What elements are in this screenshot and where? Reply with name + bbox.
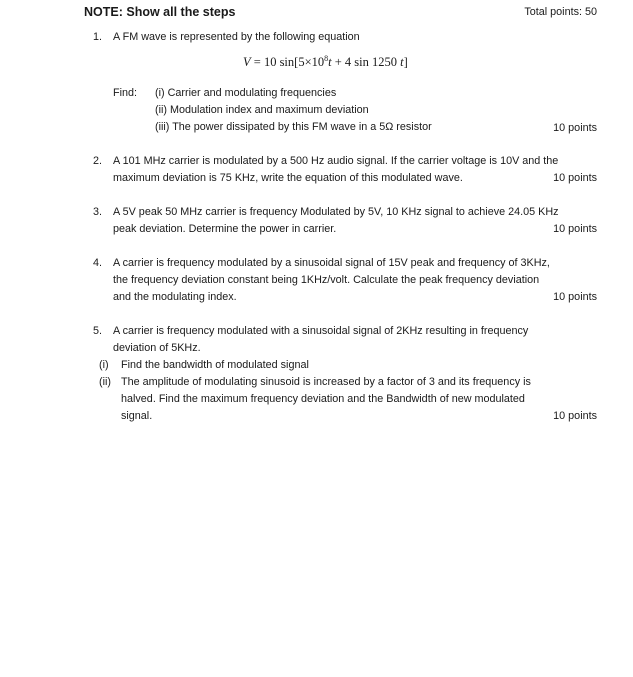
question-number: 4.	[93, 257, 103, 269]
question-text: the frequency deviation constant being 1KHz/volt. Calculate the peak frequency deviation	[113, 274, 540, 286]
question-number: 2.	[93, 155, 103, 167]
sub-question-number: (ii)	[99, 376, 111, 388]
question-text: A 101 MHz carrier is modulated by a 500 Hz audio signal. If the carrier voltage is 10V and the	[113, 155, 559, 167]
question-number: 5.	[93, 325, 103, 337]
equation-part: ]	[403, 55, 408, 70]
page-title: NOTE: Show all the steps	[84, 5, 236, 19]
question-points: 10 points	[553, 172, 597, 184]
question-text: A carrier is frequency modulated with a sinusoidal signal of 2KHz resulting in frequency	[113, 325, 529, 337]
equation-part: + 4 sin 1250	[331, 55, 401, 70]
equation-var-v: V	[243, 55, 251, 70]
question-text: A 5V peak 50 MHz carrier is frequency Modulated by 5V, 10 KHz signal to achieve 24.05 KHz	[113, 206, 559, 218]
sub-question-text: The amplitude of modulating sinusoid is increased by a factor of 3 and its frequency is	[121, 376, 531, 388]
question-points: 10 points	[553, 410, 597, 422]
find-label: Find:	[113, 87, 138, 99]
find-item: (ii) Modulation index and maximum deviation	[155, 104, 369, 116]
total-points: Total points: 50	[524, 6, 597, 18]
equation-part: = 10 sin[5×10	[250, 55, 325, 70]
question-text: maximum deviation is 75 KHz, write the equation of this modulated wave.	[113, 172, 463, 184]
question-text: and the modulating index.	[113, 291, 237, 303]
question-number: 3.	[93, 206, 103, 218]
question-text: peak deviation. Determine the power in carrier.	[113, 223, 337, 235]
question-points: 10 points	[553, 223, 597, 235]
question-text: A carrier is frequency modulated by a sinusoidal signal of 15V peak and frequency of 3KHz,	[113, 257, 550, 269]
find-item: (iii) The power dissipated by this FM wave in a 5Ω resistor	[155, 121, 432, 133]
equation-exponent: 8	[324, 54, 329, 63]
sub-question-text: halved. Find the maximum frequency deviation and the Bandwidth of new modulated	[121, 393, 525, 405]
question-points: 10 points	[553, 122, 597, 134]
equation-var-t: t	[328, 55, 332, 70]
sub-question-text: Find the bandwidth of modulated signal	[121, 359, 309, 371]
question-text: A FM wave is represented by the following equation	[113, 31, 360, 43]
question-text: deviation of 5KHz.	[113, 342, 201, 354]
equation-var-t: t	[400, 55, 404, 70]
sub-question-text: signal.	[121, 410, 153, 422]
question-points: 10 points	[553, 291, 597, 303]
sub-question-number: (i)	[99, 359, 109, 371]
find-item: (i) Carrier and modulating frequencies	[155, 87, 337, 99]
fm-equation	[243, 51, 408, 70]
question-number: 1.	[93, 31, 103, 43]
